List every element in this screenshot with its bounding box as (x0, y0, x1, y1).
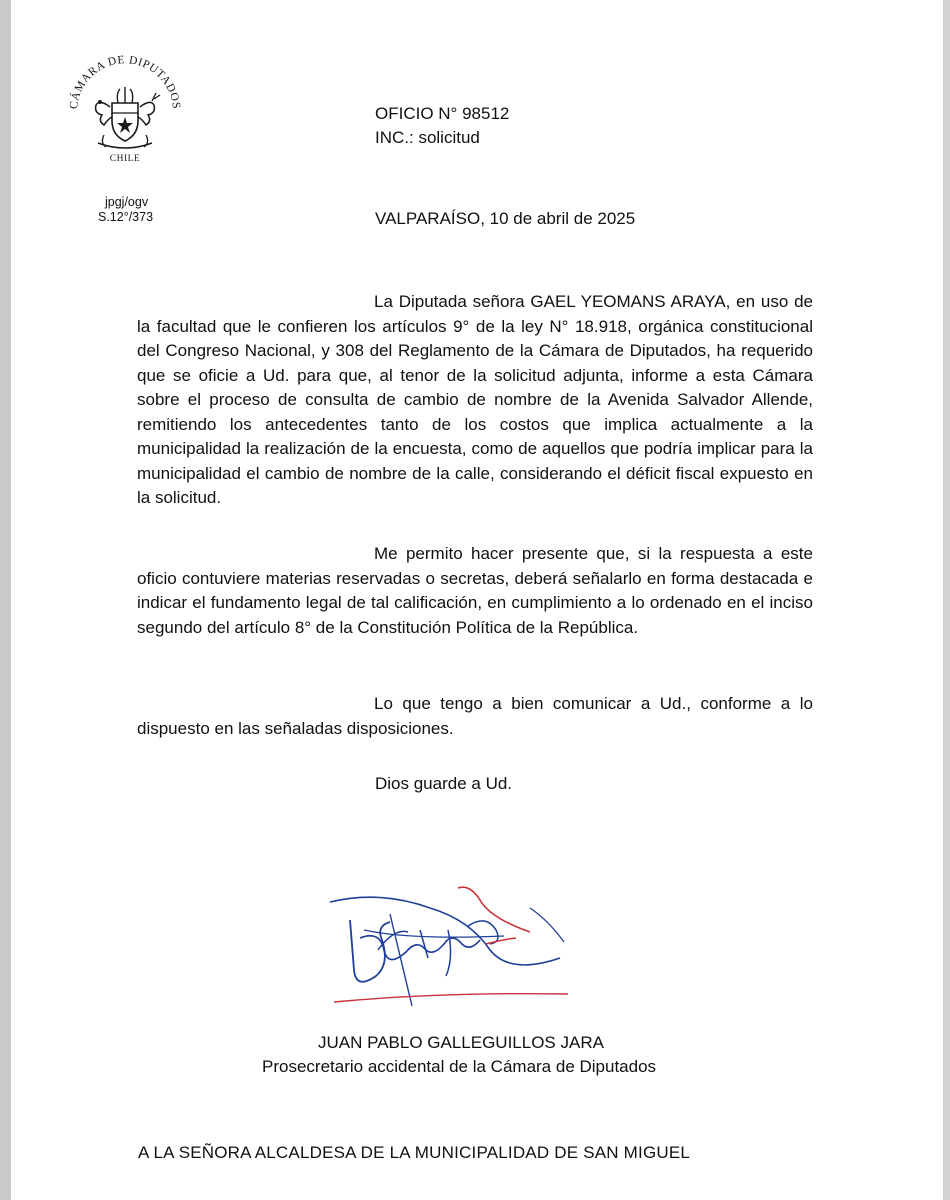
closing-salutation: Dios guarde a Ud. (375, 774, 513, 793)
page-edge-right (943, 0, 950, 1200)
body-paragraph-3: Lo que tengo a bien comunicar a Ud., conforme a lo dispuesto en las señaladas disposiciones. (137, 694, 813, 738)
svg-text:CÁMARA DE DIPUTADOS: CÁMARA DE DIPUTADOS (67, 55, 183, 110)
body-paragraph-2: Me permito hacer presente que, si la respuesta a este oficio contuviere materias reservadas o secretas, deberá señalarlo en forma destacada e indicar el fundamento legal de tal calificación, en cumplimiento a lo ordenado en el inciso segundo del artículo 8° de la Constitución Política de la República. (137, 544, 813, 637)
inc-line: INC.: solicitud (375, 128, 480, 147)
reference-session: S.12°/373 (98, 210, 154, 224)
reference-initials: jpgj/ogv (105, 195, 149, 209)
oficio-number: OFICIO N° 98512 (375, 104, 510, 123)
seal-country-label: CHILE (109, 154, 141, 164)
chamber-seal-icon (60, 55, 190, 173)
signer-title: Prosecretario accidental de la Cámara de Diputados (262, 1057, 657, 1076)
body-paragraph-1: La Diputada señora GAEL YEOMANS ARAYA, en uso de la facultad que le confieren los artículos 9° de la ley N° 18.918, orgánica constitucional del Congreso Nacional, y 308 del Reglamento de la Cámara de Diputados, ha requerido que se oficie a Ud. para que, al tenor de la solicitud adjunta, informe a esta Cámara sobre el proceso de consulta de cambio de nombre de la Avenida Salvador Allende, remitiendo los antecedentes tanto de los costos que implica actualmente a la municipalidad la realización de la encuesta, como de aquellos que podría implicar para la municipalidad el cambio de nombre de la calle, considerando el déficit fiscal expuesto en la solicitud. (137, 292, 813, 507)
handwritten-signature (320, 880, 570, 1010)
page-edge-left (0, 0, 11, 1200)
place-date: VALPARAÍSO, 10 de abril de 2025 (375, 209, 636, 228)
recipient-line: A LA SEÑORA ALCALDESA DE LA MUNICIPALIDAD DE SAN MIGUEL (138, 1143, 691, 1162)
signer-name: JUAN PABLO GALLEGUILLOS JARA (318, 1033, 604, 1052)
